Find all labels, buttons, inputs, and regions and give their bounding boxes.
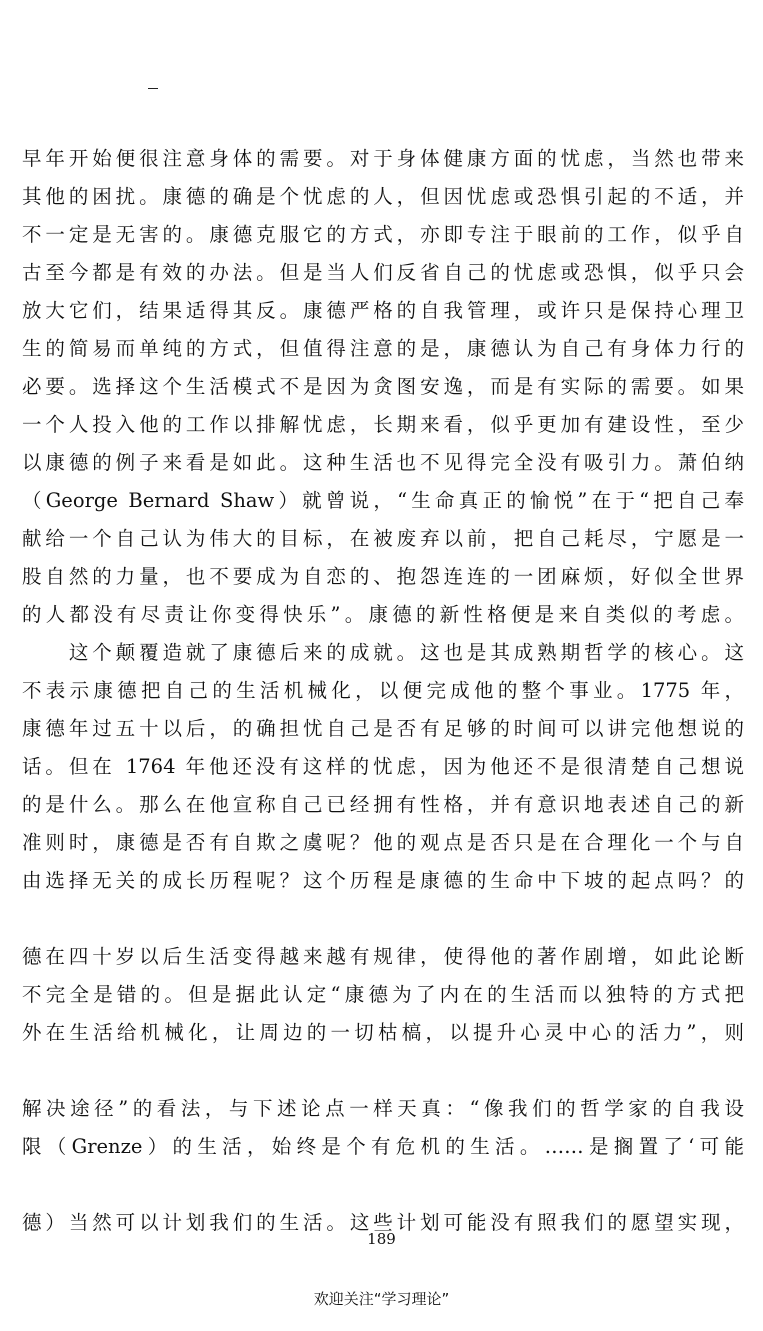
body-line: （George Bernard Shaw）就曾说，“生命真正的愉悦”在于“把自己奉: [22, 489, 744, 512]
page-number: 189: [367, 1230, 396, 1248]
body-line: 德在四十岁以后生活变得越来越有规律，使得他的著作剧增，如此论断: [22, 945, 744, 968]
body-line: 一个人投入他的工作以排解忧虑，长期来看，似乎更加有建设性，至少: [22, 413, 744, 436]
body-line: 不表示康德把自己的生活机械化，以便完成他的整个事业。1775 年，: [22, 679, 744, 702]
body-line: [22, 1166, 744, 1204]
body-line: 话。但在 1764 年他还没有这样的忧虑，因为他还不是很清楚自己想说: [22, 755, 744, 778]
body-line: 生的简易而单纯的方式，但值得注意的是，康德认为自己有身体力行的: [22, 337, 744, 360]
body-line: 早年开始便很注意身体的需要。对于身体健康方面的忧虑，当然也带来: [22, 147, 744, 170]
body-line: [22, 1052, 744, 1090]
body-line: [22, 900, 744, 938]
body-line: 外在生活给机械化，让周边的一切枯槁，以提升心灵中心的活力”，则: [22, 1021, 744, 1044]
body-line: 这个颠覆造就了康德后来的成就。这也是其成熟期哲学的核心。这: [22, 641, 744, 664]
body-line: 不一定是无害的。康德克服它的方式，亦即专注于眼前的工作，似乎自: [22, 223, 744, 246]
footer-text: 欢迎关注“学习理论”: [313, 1290, 450, 1308]
body-line: 以康德的例子来看是如此。这种生活也不见得完全没有吸引力。萧伯纳: [22, 451, 744, 474]
body-line: 其他的困扰。康德的确是个忧虑的人，但因忧虑或恐惧引起的不适，并: [22, 185, 744, 208]
body-line: 必要。选择这个生活模式不是因为贪图安逸，而是有实际的需要。如果: [22, 375, 744, 398]
body-line: 古至今都是有效的办法。但是当人们反省自己的忧虑或恐惧，似乎只会: [22, 261, 744, 284]
body-line: 准则时，康德是否有自欺之虞呢？他的观点是否只是在合理化一个与自: [22, 831, 744, 854]
body-line: 限（Grenze）的生活，始终是个有危机的生活。……是搁置了‘可能: [22, 1135, 744, 1158]
body-line: 的人都没有尽责让你变得快乐”。康德的新性格便是来自类似的考虑。: [22, 603, 744, 626]
body-line: 股自然的力量，也不要成为自恋的、抱怨连连的一团麻烦，好似全世界: [22, 565, 744, 588]
body-line: 的是什么。那么在他宣称自己已经拥有性格，并有意识地表述自己的新: [22, 793, 744, 816]
body-line: 不完全是错的。但是据此认定“康德为了内在的生活而以独特的方式把: [22, 983, 744, 1006]
body-line: 解决途径”的看法，与下述论点一样天真：“像我们的哲学家的自我设: [22, 1097, 744, 1120]
body-line: 德）当然可以计划我们的生活。这些计划可能没有照我们的愿望实现，: [22, 1211, 744, 1234]
body-line: 放大它们，结果适得其反。康德严格的自我管理，或许只是保持心理卫: [22, 299, 744, 322]
body-line: 康德年过五十以后，的确担忧自己是否有足够的时间可以讲完他想说的: [22, 717, 744, 740]
body-line: 由选择无关的成长历程呢？这个历程是康德的生命中下坡的起点吗？的: [22, 869, 744, 892]
body-line: 献给一个自己认为伟大的目标，在被废弃以前，把自己耗尽，宁愿是一: [22, 527, 744, 550]
header-mark: [148, 88, 158, 89]
